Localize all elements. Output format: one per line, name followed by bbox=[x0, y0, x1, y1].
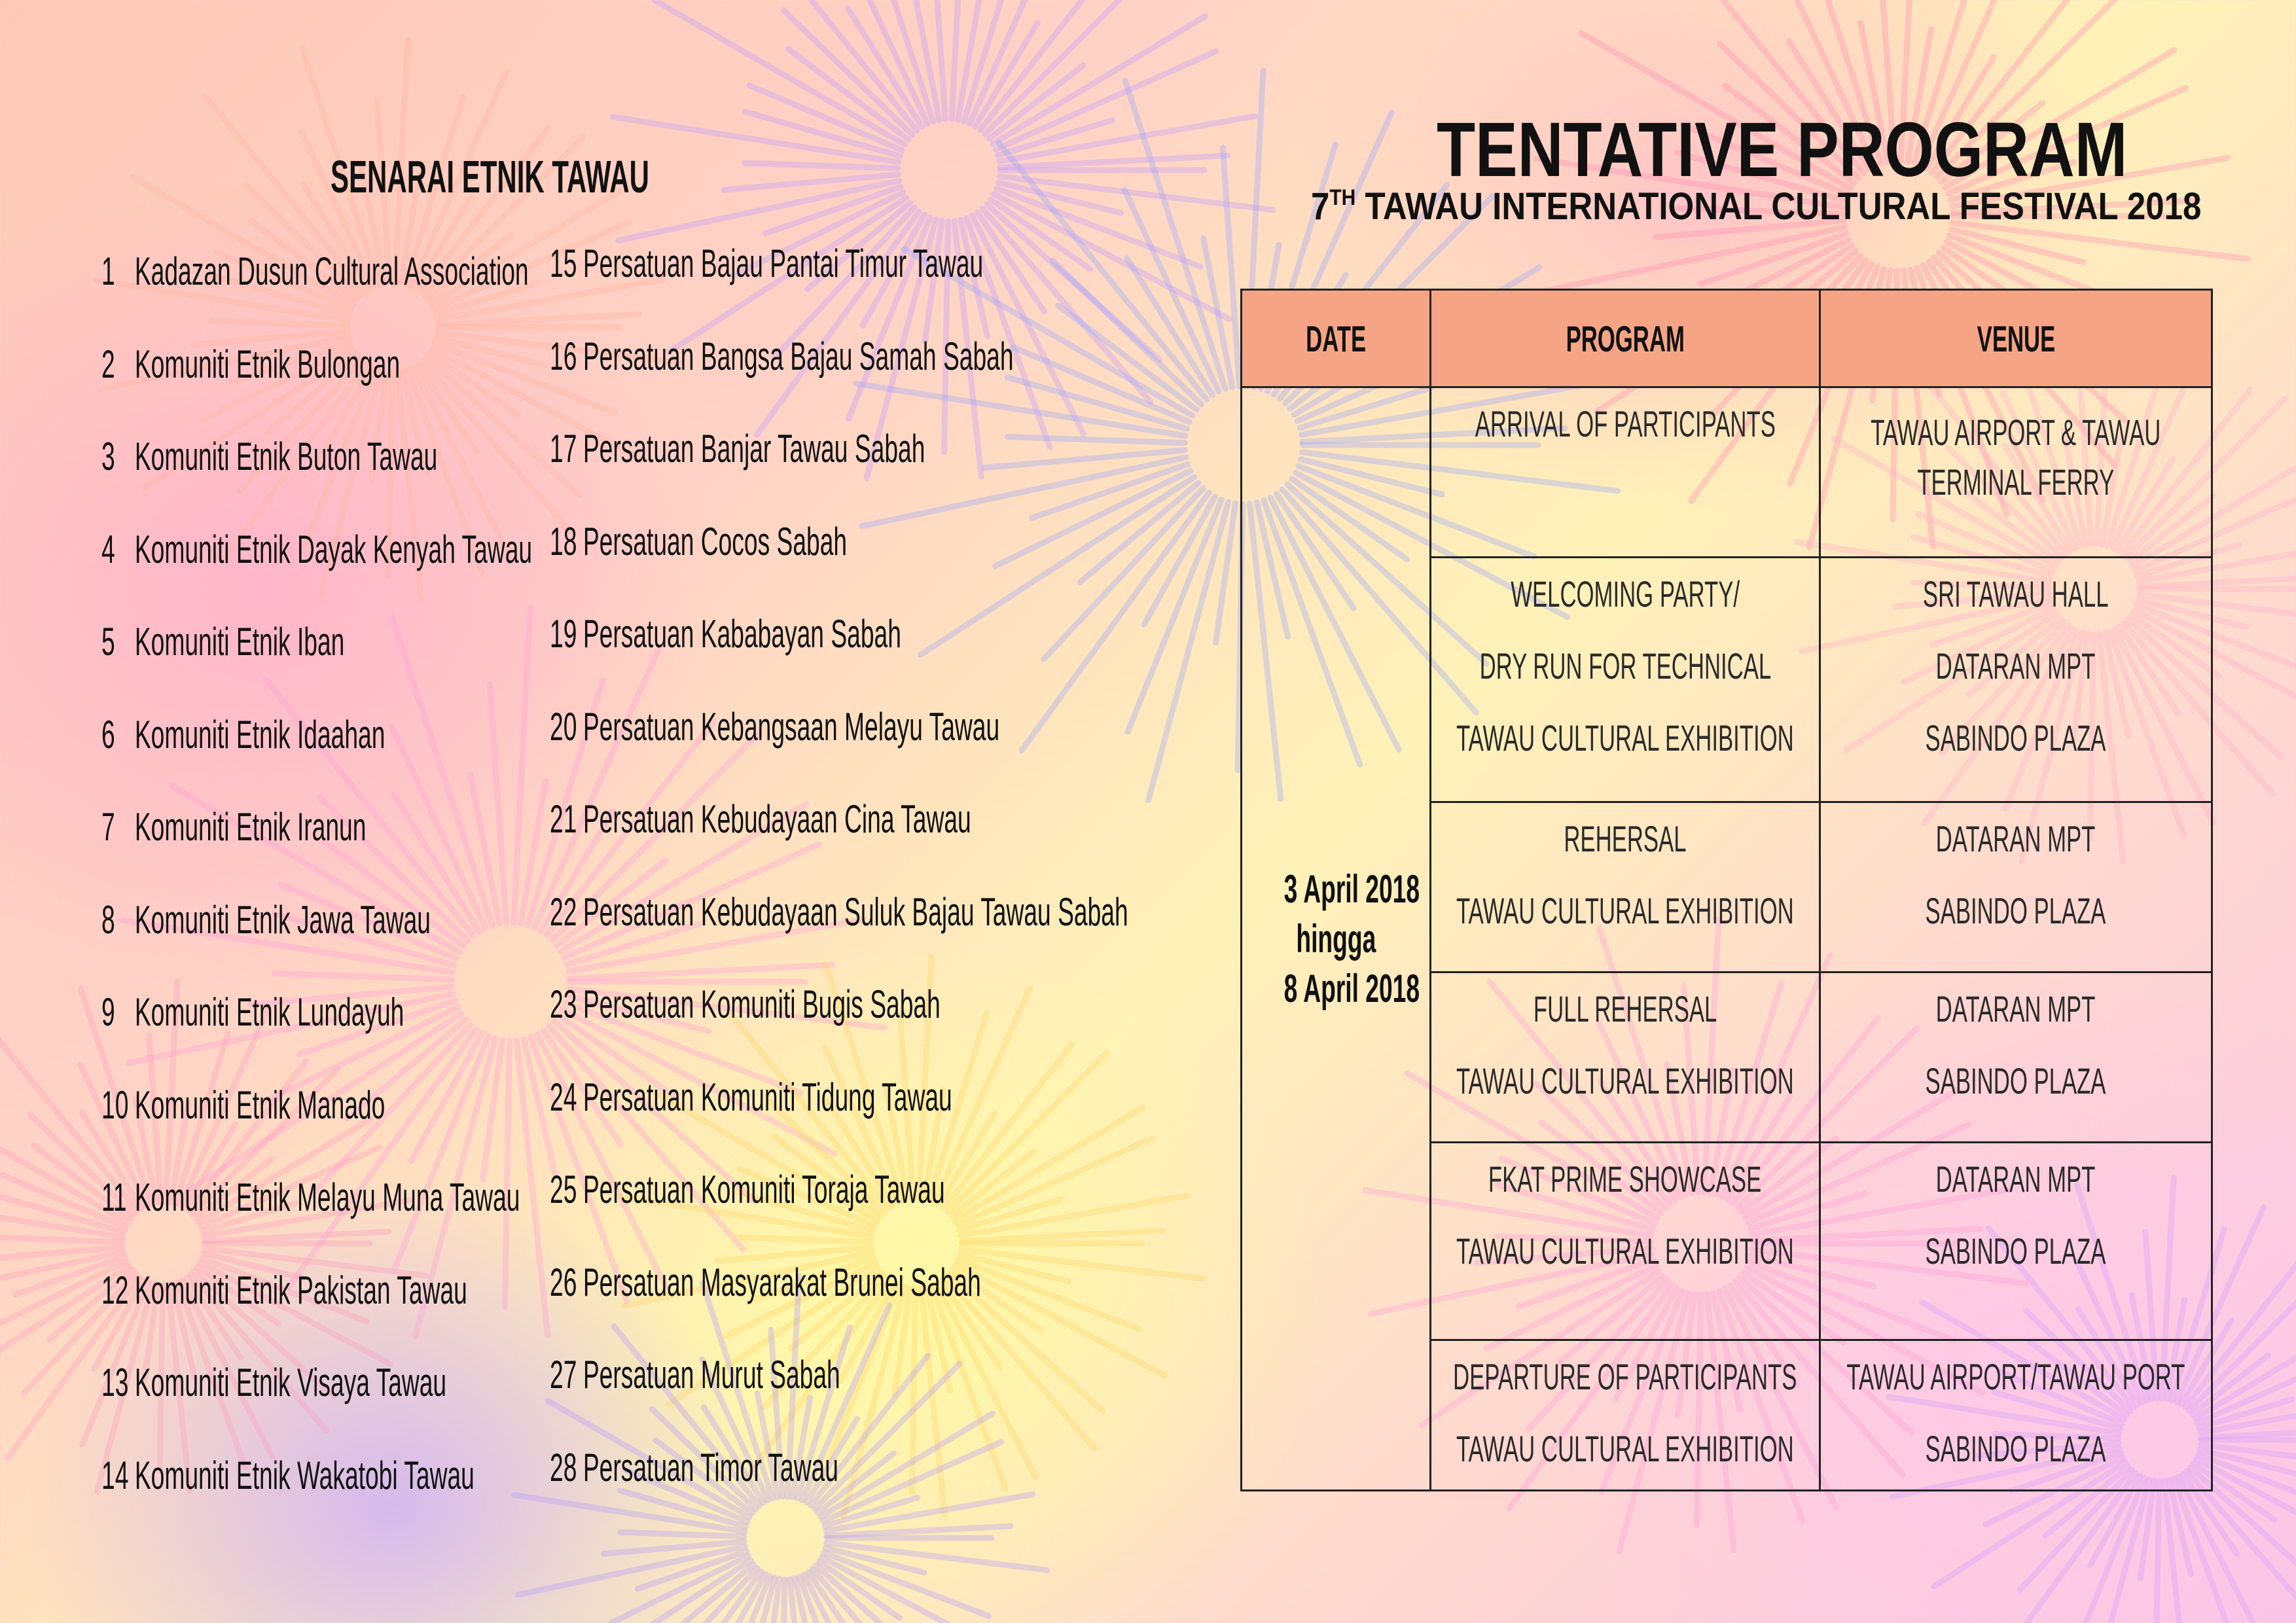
etnik-list-item bbox=[101, 712, 559, 758]
program-line: DEPARTURE OF PARTICIPANTS bbox=[1453, 1356, 1797, 1397]
etnik-list-item bbox=[550, 1260, 1246, 1306]
header-date: DATE bbox=[1242, 290, 1431, 387]
etnik-item-name: Komuniti Etnik Idaahan bbox=[134, 712, 386, 757]
etnik-item-name: Persatuan Cocos Sabah bbox=[583, 519, 848, 563]
etnik-item-number: 10 bbox=[101, 1082, 129, 1127]
etnik-item-number: 11 bbox=[101, 1175, 127, 1219]
etnik-item-name: Persatuan Kebudayaan Suluk Bajau Tawau Sabah bbox=[583, 889, 1128, 934]
etnik-item-number: 2 bbox=[101, 342, 115, 386]
etnik-item-number: 14 bbox=[101, 1453, 129, 1497]
etnik-item-number: 28 bbox=[550, 1445, 577, 1489]
venue-line: DATARAN MPT bbox=[1936, 988, 2096, 1029]
etnik-item-number: 12 bbox=[101, 1268, 129, 1312]
program-row bbox=[1242, 387, 2212, 558]
etnik-list-item bbox=[550, 519, 1029, 565]
etnik-list-item bbox=[550, 1445, 1015, 1491]
etnik-item-name: Persatuan Murut Sabah bbox=[583, 1353, 840, 1397]
date-line: 3 April 2018 bbox=[1283, 866, 1420, 911]
program-row bbox=[1242, 1340, 2212, 1491]
etnik-list-item bbox=[550, 241, 1249, 287]
etnik-list-item bbox=[101, 804, 528, 850]
venue-line: TAWAU AIRPORT/TAWAU PORT bbox=[1846, 1356, 2185, 1397]
venue-cell bbox=[1820, 1340, 2212, 1491]
etnik-item-name: Persatuan Kebangsaan Melayu Tawau bbox=[583, 704, 1000, 749]
venue-line: SABINDO PLAZA bbox=[1926, 890, 2106, 931]
etnik-list-item bbox=[101, 342, 583, 387]
program-line: FULL REHERSAL bbox=[1533, 988, 1717, 1029]
etnik-item-name: Kadazan Dusun Cultural Association bbox=[134, 249, 529, 293]
etnik-list-item bbox=[550, 1075, 1198, 1120]
program-line: TAWAU CULTURAL EXHIBITION bbox=[1456, 717, 1794, 758]
etnik-list-item bbox=[550, 704, 1275, 750]
venue-cell bbox=[1820, 802, 2212, 972]
venue-line: TAWAU AIRPORT & TAWAU TERMINAL FERRY bbox=[1871, 412, 2161, 503]
etnik-item-name: Komuniti Etnik Iranun bbox=[134, 805, 367, 849]
etnik-item-number: 1 bbox=[101, 249, 115, 293]
etnik-item-name: Persatuan Bangsa Bajau Samah Sabah bbox=[583, 334, 1014, 378]
etnik-item-name: Komuniti Etnik Melayu Muna Tawau bbox=[134, 1175, 520, 1219]
venue-line: SABINDO PLAZA bbox=[1926, 717, 2106, 758]
etnik-item-name: Persatuan Komuniti Tidung Tawau bbox=[583, 1075, 952, 1119]
program-line: WELCOMING PARTY/ bbox=[1511, 573, 1740, 615]
program-line: TAWAU CULTURAL EXHIBITION bbox=[1456, 1230, 1794, 1272]
program-table bbox=[1240, 289, 2213, 1491]
etnik-item-name: Persatuan Komuniti Bugis Sabah bbox=[583, 982, 941, 1026]
etnik-item-name: Komuniti Etnik Dayak Kenyah Tawau bbox=[134, 527, 533, 571]
program-line: TAWAU CULTURAL EXHIBITION bbox=[1456, 1060, 1794, 1101]
etnik-list-item bbox=[550, 334, 1298, 380]
venue-cell bbox=[1820, 972, 2212, 1143]
etnik-item-name: Persatuan Bajau Pantai Timur Tawau bbox=[583, 241, 984, 285]
etnik-list-item bbox=[101, 990, 590, 1035]
header-program: PROGRAM bbox=[1431, 290, 1820, 387]
etnik-list-item bbox=[550, 611, 1117, 657]
program-cell bbox=[1431, 802, 1820, 972]
etnik-item-name: Persatuan Kebudayaan Cina Tawau bbox=[583, 797, 971, 841]
etnik-item-name: Komuniti Etnik Buton Tawau bbox=[134, 435, 438, 478]
etnik-list-item bbox=[550, 1167, 1187, 1213]
etnik-item-number: 5 bbox=[101, 620, 115, 664]
etnik-item-number: 15 bbox=[550, 241, 577, 285]
etnik-item-number: 19 bbox=[550, 612, 577, 656]
venue-line: SABINDO PLAZA bbox=[1926, 1230, 2106, 1272]
program-line: REHERSAL bbox=[1564, 818, 1687, 859]
etnik-item-number: 4 bbox=[101, 527, 115, 571]
program-line: TAWAU CULTURAL EXHIBITION bbox=[1456, 1428, 1794, 1469]
etnik-item-name: Komuniti Etnik Pakistan Tawau bbox=[134, 1268, 467, 1312]
program-title: TENTATIVE PROGRAM bbox=[1437, 107, 2128, 193]
venue-line: DATARAN MPT bbox=[1936, 645, 2096, 687]
etnik-item-number: 21 bbox=[550, 797, 577, 841]
etnik-item-number: 24 bbox=[550, 1075, 577, 1119]
program-cell bbox=[1431, 558, 1820, 802]
etnik-item-name: Komuniti Etnik Manado bbox=[134, 1082, 386, 1127]
etnik-item-name: Persatuan Timor Tawau bbox=[583, 1445, 838, 1489]
program-cell bbox=[1431, 1340, 1820, 1491]
venue-cell bbox=[1820, 387, 2212, 558]
program-subtitle: 7TH TAWAU INTERNATIONAL CULTURAL FESTIVAL 2018 bbox=[1311, 185, 2202, 228]
etnik-list-item bbox=[550, 796, 1229, 842]
etnik-item-number: 26 bbox=[550, 1260, 577, 1304]
program-cell bbox=[1431, 1143, 1820, 1340]
venue-line: SABINDO PLAZA bbox=[1926, 1428, 2106, 1469]
etnik-item-number: 13 bbox=[101, 1361, 129, 1404]
etnik-list-item bbox=[550, 426, 1155, 472]
etnik-item-name: Persatuan Kababayan Sabah bbox=[583, 612, 901, 656]
venue-cell bbox=[1820, 558, 2212, 802]
header-venue: VENUE bbox=[1820, 290, 2212, 387]
etnik-list-title: SENARAI ETNIK TAWAU bbox=[331, 151, 649, 202]
program-line: TAWAU CULTURAL EXHIBITION bbox=[1456, 890, 1794, 931]
etnik-item-name: Komuniti Etnik Wakatobi Tawau bbox=[134, 1453, 475, 1497]
etnik-item-name: Persatuan Banjar Tawau Sabah bbox=[583, 427, 925, 471]
date-line: hingga bbox=[1296, 916, 1376, 961]
etnik-list-item bbox=[101, 619, 493, 665]
program-cell bbox=[1431, 387, 1820, 558]
program-line: FKAT PRIME SHOWCASE bbox=[1488, 1158, 1762, 1200]
etnik-item-name: Komuniti Etnik Iban bbox=[134, 620, 345, 664]
etnik-list-item bbox=[101, 1082, 559, 1128]
venue-line: DATARAN MPT bbox=[1936, 818, 2096, 859]
etnik-item-name: Komuniti Etnik Visaya Tawau bbox=[134, 1361, 447, 1404]
etnik-item-number: 9 bbox=[101, 990, 115, 1034]
etnik-item-number: 7 bbox=[101, 805, 115, 849]
etnik-item-number: 16 bbox=[550, 334, 577, 378]
etnik-list-item bbox=[550, 982, 1180, 1027]
venue-line: DATARAN MPT bbox=[1936, 1158, 2096, 1200]
etnik-item-number: 20 bbox=[550, 704, 577, 749]
etnik-item-number: 27 bbox=[550, 1353, 577, 1397]
etnik-list-item bbox=[550, 1352, 1018, 1398]
etnik-item-name: Persatuan Masyarakat Brunei Sabah bbox=[583, 1260, 981, 1304]
venue-line: SRI TAWAU HALL bbox=[1923, 573, 2109, 615]
date-line: 8 April 2018 bbox=[1283, 966, 1420, 1010]
etnik-item-number: 3 bbox=[101, 435, 115, 478]
etnik-item-number: 23 bbox=[550, 982, 577, 1026]
etnik-item-number: 22 bbox=[550, 889, 577, 934]
etnik-item-number: 18 bbox=[550, 519, 577, 563]
program-cell bbox=[1431, 972, 1820, 1143]
program-line: ARRIVAL OF PARTICIPANTS bbox=[1475, 403, 1776, 444]
program-line: DRY RUN FOR TECHNICAL bbox=[1479, 645, 1771, 687]
etnik-item-number: 8 bbox=[101, 897, 115, 942]
venue-line: SABINDO PLAZA bbox=[1926, 1060, 2106, 1101]
etnik-item-name: Komuniti Etnik Bulongan bbox=[134, 342, 401, 386]
etnik-item-number: 25 bbox=[550, 1168, 577, 1211]
etnik-item-number: 17 bbox=[550, 427, 577, 471]
etnik-item-number: 6 bbox=[101, 712, 115, 757]
etnik-item-name: Persatuan Komuniti Toraja Tawau bbox=[583, 1168, 945, 1211]
venue-cell bbox=[1820, 1143, 2212, 1340]
etnik-item-name: Komuniti Etnik Lundayuh bbox=[134, 990, 404, 1034]
etnik-item-name: Komuniti Etnik Jawa Tawau bbox=[134, 897, 431, 942]
